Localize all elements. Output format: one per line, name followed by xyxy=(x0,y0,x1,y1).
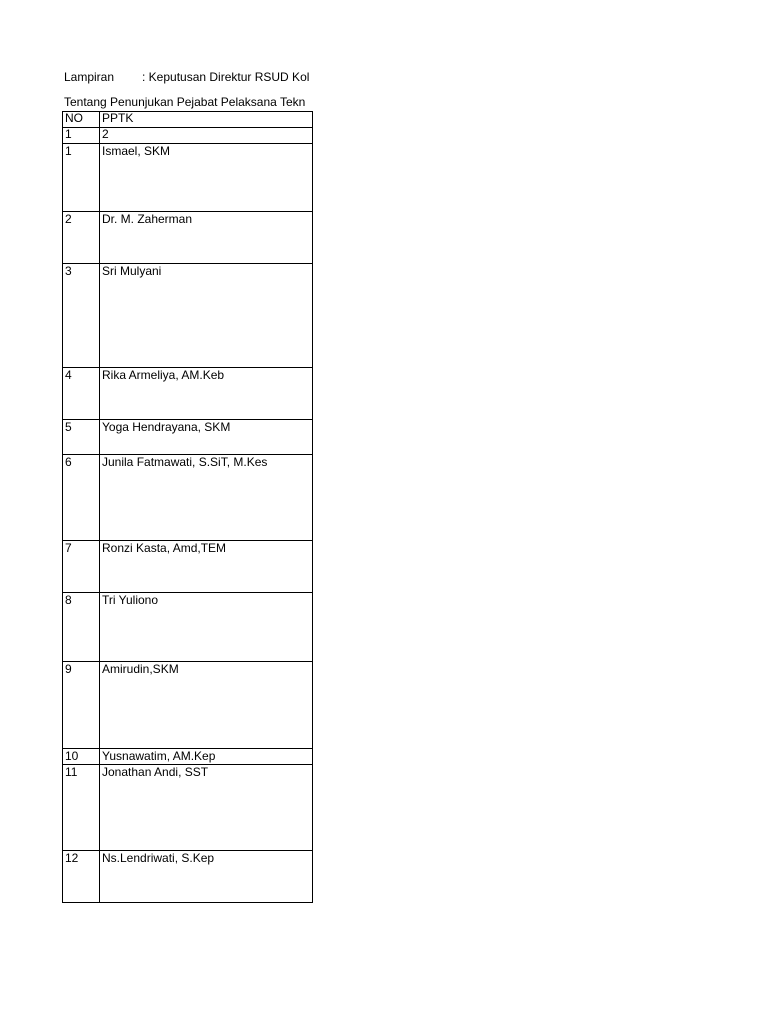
lampiran-text: : Keputusan Direktur RSUD Kol xyxy=(142,70,310,84)
header-pptk: PPTK xyxy=(100,112,313,128)
row-pptk-name: Dr. M. Zaherman xyxy=(100,212,313,264)
row-number: 3 xyxy=(63,264,100,368)
row-number: 7 xyxy=(63,541,100,593)
row-number: 12 xyxy=(63,851,100,903)
lampiran-line xyxy=(64,70,312,84)
table-header-row xyxy=(63,112,313,128)
table-row xyxy=(63,144,313,212)
table-row xyxy=(63,662,313,749)
row-number: 10 xyxy=(63,749,100,765)
row-pptk-name: Junila Fatmawati, S.SiT, M.Kes xyxy=(100,455,313,541)
row-number: 5 xyxy=(63,420,100,455)
row-pptk-name: Jonathan Andi, SST xyxy=(100,765,313,851)
row-pptk-name: Ismael, SKM xyxy=(100,144,313,212)
pptk-table xyxy=(62,111,313,903)
table-row xyxy=(63,368,313,420)
row-pptk-name: Amirudin,SKM xyxy=(100,662,313,749)
row-number: 1 xyxy=(63,144,100,212)
row-number: 2 xyxy=(63,212,100,264)
header-no: NO xyxy=(63,112,100,128)
table-row xyxy=(63,593,313,662)
row-pptk-name: Yusnawatim, AM.Kep xyxy=(100,749,313,765)
row-pptk-name: Sri Mulyani xyxy=(100,264,313,368)
table-row xyxy=(63,851,313,903)
table-column-number-row xyxy=(63,128,313,144)
table-row xyxy=(63,749,313,765)
column-number-1: 1 xyxy=(63,128,100,144)
row-number: 8 xyxy=(63,593,100,662)
table-row xyxy=(63,455,313,541)
tentang-line: Tentang Penunjukan Pejabat Pelaksana Tekn xyxy=(64,95,306,109)
table-row xyxy=(63,264,313,368)
table-row xyxy=(63,541,313,593)
column-number-2: 2 xyxy=(100,128,313,144)
row-number: 11 xyxy=(63,765,100,851)
table-row xyxy=(63,212,313,264)
row-pptk-name: Rika Armeliya, AM.Keb xyxy=(100,368,313,420)
lampiran-label: Lampiran xyxy=(64,70,115,84)
row-number: 4 xyxy=(63,368,100,420)
row-pptk-name: Yoga Hendrayana, SKM xyxy=(100,420,313,455)
row-number: 6 xyxy=(63,455,100,541)
row-pptk-name: Tri Yuliono xyxy=(100,593,313,662)
table-row xyxy=(63,420,313,455)
row-number: 9 xyxy=(63,662,100,749)
table-row xyxy=(63,765,313,851)
row-pptk-name: Ns.Lendriwati, S.Kep xyxy=(100,851,313,903)
row-pptk-name: Ronzi Kasta, Amd,TEM xyxy=(100,541,313,593)
